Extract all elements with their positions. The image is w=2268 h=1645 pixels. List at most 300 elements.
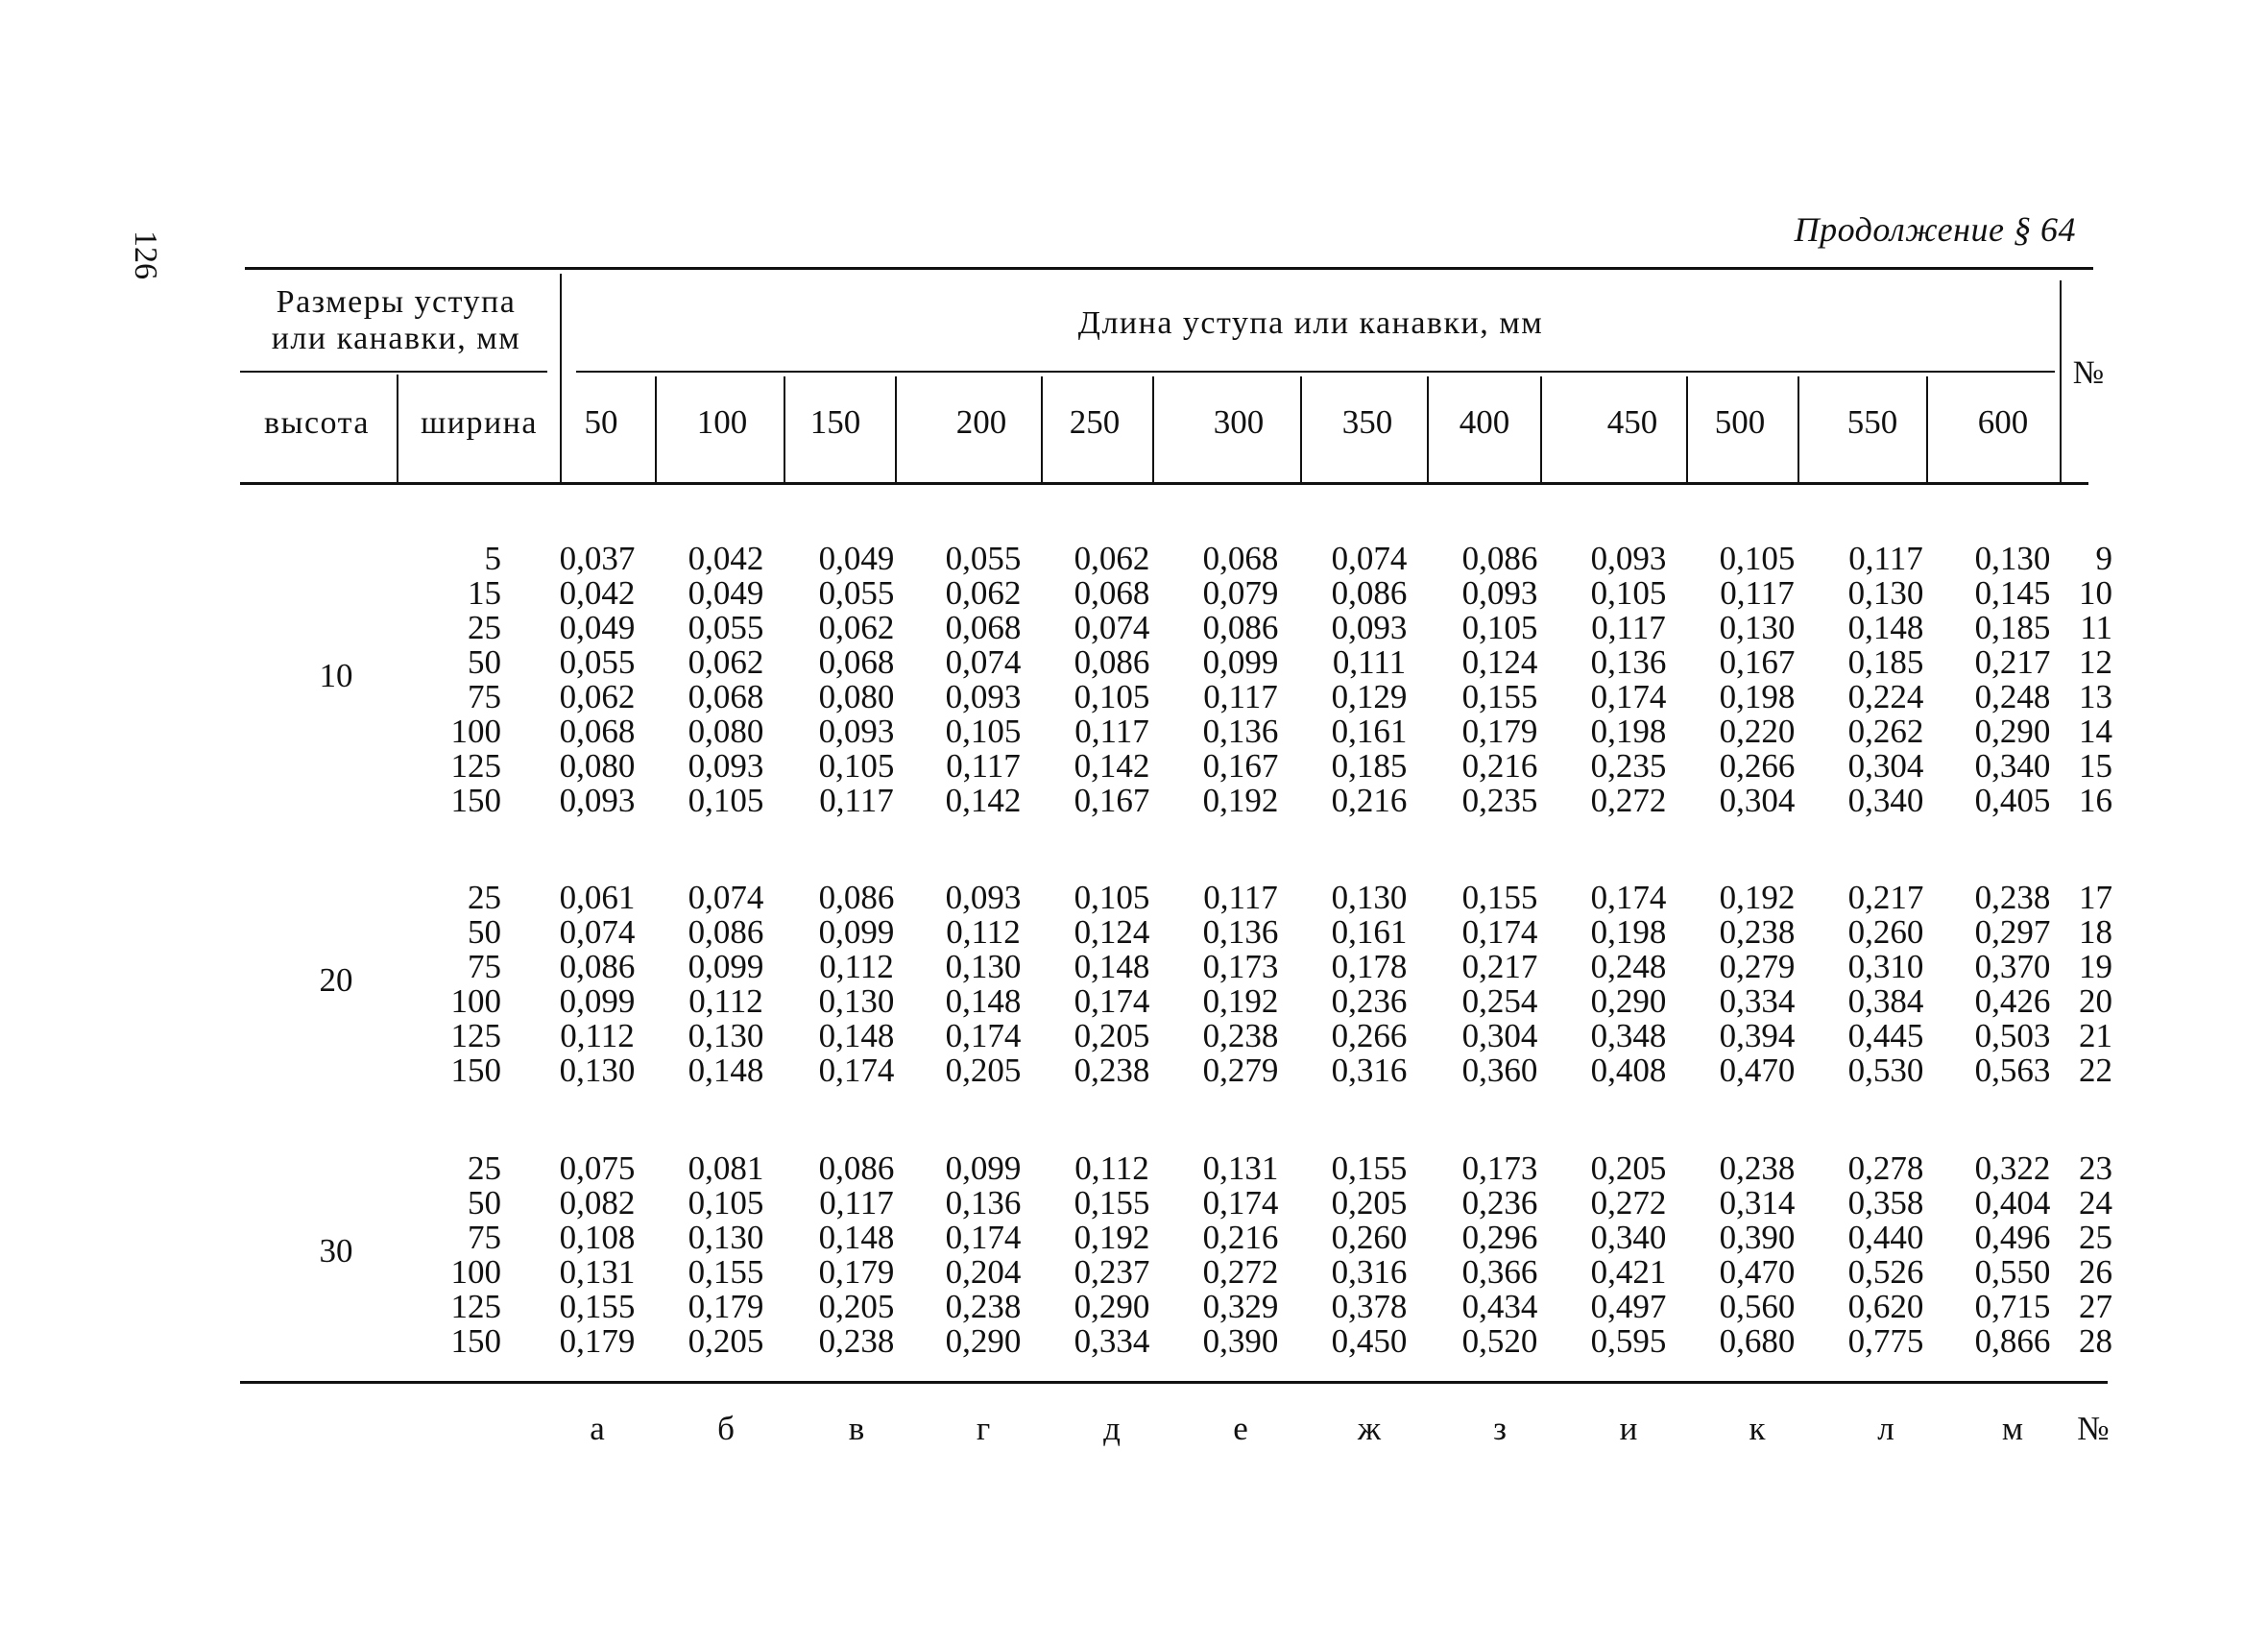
table-cell: 0,390: [1202, 1322, 1279, 1360]
table-cell: 0,236: [1461, 1184, 1538, 1222]
continuation-caption: Продолжение § 64: [1794, 210, 2076, 249]
length-column-header: 350: [1341, 403, 1393, 441]
table-cell: 0,161: [1331, 913, 1408, 951]
table-cell: 0,290: [1074, 1288, 1150, 1325]
table-cell: 0,378: [1331, 1288, 1408, 1325]
width-value: 150: [450, 1052, 501, 1089]
table-cell: 0,238: [1202, 1017, 1279, 1054]
row-number: 25: [2079, 1219, 2112, 1256]
table-cell: 0,217: [1847, 879, 1924, 916]
table-cell: 0,129: [1331, 678, 1408, 715]
table-cell: 0,235: [1590, 747, 1667, 785]
length-column-header: 550: [1846, 403, 1898, 441]
table-cell: 0,304: [1847, 747, 1924, 785]
length-column-header: 200: [955, 403, 1007, 441]
table-cell: 0,131: [1202, 1149, 1279, 1187]
table-cell: 0,563: [1974, 1052, 2051, 1089]
table-cell: 0,117: [1848, 540, 1923, 577]
table-cell: 0,093: [1590, 540, 1667, 577]
table-cell: 0,450: [1331, 1322, 1408, 1360]
table-cell: 0,248: [1590, 948, 1667, 985]
table-cell: 0,185: [1847, 643, 1924, 681]
footer-column-letter: л: [1877, 1410, 1894, 1447]
table-cell: 0,062: [945, 574, 1022, 612]
width-column-header: ширина: [421, 405, 538, 441]
table-cell: 0,238: [1974, 879, 2051, 916]
table-cell: 0,136: [1202, 913, 1279, 951]
table-cell: 0,680: [1719, 1322, 1796, 1360]
table-cell: 0,224: [1847, 678, 1924, 715]
length-header-title: Длина уступа или канавки, мм: [1077, 305, 1544, 341]
table-cell: 0,174: [1461, 913, 1538, 951]
table-cell: 0,334: [1719, 982, 1796, 1020]
footer-column-letter: к: [1749, 1410, 1766, 1447]
table-cell: 0,440: [1847, 1219, 1924, 1256]
footer-column-letter: з: [1493, 1410, 1507, 1447]
table-cell: 0,105: [688, 782, 764, 819]
table-cell: 0,173: [1461, 1149, 1538, 1187]
table-cell: 0,093: [945, 879, 1022, 916]
table-cell: 0,074: [1331, 540, 1408, 577]
table-cell: 0,055: [818, 574, 895, 612]
row-number: 14: [2079, 713, 2112, 750]
table-cell: 0,370: [1974, 948, 2051, 985]
table-cell: 0,179: [688, 1288, 764, 1325]
table-cell: 0,099: [1202, 643, 1279, 681]
table-cell: 0,136: [945, 1184, 1022, 1222]
table-cell: 0,086: [1331, 574, 1408, 612]
table-cell: 0,216: [1331, 782, 1408, 819]
table-cell: 0,426: [1974, 982, 2051, 1020]
table-cell: 0,099: [559, 982, 636, 1020]
table-cell: 0,290: [1590, 982, 1667, 1020]
table-cell: 0,316: [1331, 1052, 1408, 1089]
dims-header-line1: Размеры уступа: [276, 284, 517, 320]
table-cell: 0,715: [1974, 1288, 2051, 1325]
table-cell: 0,272: [1590, 782, 1667, 819]
table-cell: 0,384: [1847, 982, 1924, 1020]
table-cell: 0,290: [1974, 713, 2051, 750]
table-cell: 0,117: [1591, 609, 1666, 646]
table-cell: 0,470: [1719, 1253, 1796, 1291]
row-number: 11: [2080, 609, 2112, 646]
table-cell: 0,130: [559, 1052, 636, 1089]
table-cell: 0,086: [818, 879, 895, 916]
table-cell: 0,192: [1074, 1219, 1150, 1256]
table-cell: 0,055: [688, 609, 764, 646]
width-value: 150: [450, 782, 501, 819]
table-cell: 0,148: [1847, 609, 1924, 646]
dims-header-line2: или канавки, мм: [271, 321, 521, 356]
table-cell: 0,205: [945, 1052, 1022, 1089]
table-cell: 0,340: [1590, 1219, 1667, 1256]
length-column-header: 100: [696, 403, 748, 441]
table-cell: 0,262: [1847, 713, 1924, 750]
table-cell: 0,167: [1202, 747, 1279, 785]
table-cell: 0,155: [1074, 1184, 1150, 1222]
table-cell: 0,117: [1203, 678, 1278, 715]
table-cell: 0,142: [945, 782, 1022, 819]
footer-column-letter: а: [590, 1410, 605, 1447]
width-value: 50: [468, 643, 501, 681]
table-cell: 0,042: [559, 574, 636, 612]
table-cell: 0,136: [1590, 643, 1667, 681]
width-value: 125: [450, 747, 501, 785]
table-cell: 0,266: [1331, 1017, 1408, 1054]
table-cell: 0,080: [818, 678, 895, 715]
table-cell: 0,068: [1202, 540, 1279, 577]
height-column-header: высота: [264, 405, 370, 441]
table-cell: 0,093: [1461, 574, 1538, 612]
length-column-header: 250: [1069, 403, 1121, 441]
width-value: 25: [468, 1149, 501, 1187]
table-cell: 0,130: [1719, 609, 1796, 646]
table-cell: 0,062: [1074, 540, 1150, 577]
table-cell: 0,099: [688, 948, 764, 985]
number-column-header: №: [2072, 355, 2105, 391]
table-cell: 0,105: [945, 713, 1022, 750]
table-cell: 0,236: [1331, 982, 1408, 1020]
table-cell: 0,112: [560, 1017, 635, 1054]
table-cell: 0,185: [1331, 747, 1408, 785]
width-value: 15: [468, 574, 501, 612]
table-cell: 0,340: [1974, 747, 2051, 785]
row-number: 28: [2079, 1322, 2112, 1360]
length-column-header: 400: [1459, 403, 1510, 441]
table-cell: 0,117: [819, 782, 894, 819]
table-cell: 0,068: [688, 678, 764, 715]
table-cell: 0,220: [1719, 713, 1796, 750]
table-cell: 0,080: [688, 713, 764, 750]
table-cell: 0,055: [559, 643, 636, 681]
table-cell: 0,117: [819, 1184, 894, 1222]
table-cell: 0,130: [688, 1219, 764, 1256]
footer-column-letter: б: [717, 1410, 735, 1447]
table-cell: 0,174: [945, 1219, 1022, 1256]
table-cell: 0,434: [1461, 1288, 1538, 1325]
table-cell: 0,155: [1461, 678, 1538, 715]
width-value: 125: [450, 1288, 501, 1325]
table-cell: 0,279: [1719, 948, 1796, 985]
header-divider-length: [1798, 376, 1799, 482]
table-cell: 0,238: [818, 1322, 895, 1360]
table-cell: 0,086: [1461, 540, 1538, 577]
table-cell: 0,366: [1461, 1253, 1538, 1291]
table-cell: 0,174: [1590, 678, 1667, 715]
table-cell: 0,049: [818, 540, 895, 577]
header-dims-rule: [240, 371, 547, 373]
table-cell: 0,526: [1847, 1253, 1924, 1291]
length-column-header: 300: [1213, 403, 1265, 441]
table-cell: 0,204: [945, 1253, 1022, 1291]
row-number: 19: [2079, 948, 2112, 985]
width-value: 5: [484, 540, 501, 577]
table-cell: 0,179: [818, 1253, 895, 1291]
table-cell: 0,117: [1203, 879, 1278, 916]
row-number: 13: [2079, 678, 2112, 715]
header-divider-no: [2060, 280, 2062, 482]
row-number: 20: [2079, 982, 2112, 1020]
table-cell: 0,192: [1202, 782, 1279, 819]
table-cell: 0,093: [559, 782, 636, 819]
table-cell: 0,316: [1331, 1253, 1408, 1291]
table-cell: 0,260: [1847, 913, 1924, 951]
row-number: 23: [2079, 1149, 2112, 1187]
table-cell: 0,099: [945, 1149, 1022, 1187]
table-cell: 0,099: [818, 913, 895, 951]
width-value: 100: [450, 982, 501, 1020]
table-cell: 0,074: [1074, 609, 1150, 646]
table-cell: 0,068: [945, 609, 1022, 646]
table-cell: 0,394: [1719, 1017, 1796, 1054]
table-cell: 0,550: [1974, 1253, 2051, 1291]
table-cell: 0,105: [1719, 540, 1796, 577]
table-cell: 0,297: [1974, 913, 2051, 951]
table-cell: 0,167: [1074, 782, 1150, 819]
table-cell: 0,290: [945, 1322, 1022, 1360]
table-cell: 0,198: [1590, 713, 1667, 750]
table-cell: 0,217: [1461, 948, 1538, 985]
table-cell: 0,421: [1590, 1253, 1667, 1291]
table-cell: 0,042: [688, 540, 764, 577]
table-cell: 0,238: [1719, 913, 1796, 951]
table-cell: 0,062: [818, 609, 895, 646]
table-cell: 0,205: [1590, 1149, 1667, 1187]
table-cell: 0,105: [1074, 678, 1150, 715]
row-number: 21: [2079, 1017, 2112, 1054]
table-cell: 0,086: [1202, 609, 1279, 646]
header-divider-length: [1300, 376, 1302, 482]
table-cell: 0,124: [1074, 913, 1150, 951]
table-cell: 0,131: [559, 1253, 636, 1291]
height-value: 10: [319, 657, 353, 694]
table-cell: 0,062: [688, 643, 764, 681]
table-cell: 0,254: [1461, 982, 1538, 1020]
width-value: 75: [468, 948, 501, 985]
table-cell: 0,055: [945, 540, 1022, 577]
table-cell: 0,130: [1847, 574, 1924, 612]
table-cell: 0,205: [1074, 1017, 1150, 1054]
table-cell: 0,155: [1461, 879, 1538, 916]
table-cell: 0,130: [945, 948, 1022, 985]
table-cell: 0,130: [688, 1017, 764, 1054]
table-cell: 0,296: [1461, 1219, 1538, 1256]
row-number: 12: [2079, 643, 2112, 681]
length-column-header: 50: [584, 403, 618, 441]
table-cell: 0,304: [1461, 1017, 1538, 1054]
table-cell: 0,068: [559, 713, 636, 750]
table-cell: 0,105: [1461, 609, 1538, 646]
table-cell: 0,093: [688, 747, 764, 785]
row-number: 10: [2079, 574, 2112, 612]
header-divider-length: [1152, 376, 1154, 482]
table-cell: 0,062: [559, 678, 636, 715]
table-cell: 0,358: [1847, 1184, 1924, 1222]
header-bottom-rule: [240, 482, 2088, 485]
table-cell: 0,238: [1074, 1052, 1150, 1089]
table-cell: 0,496: [1974, 1219, 2051, 1256]
table-cell: 0,049: [559, 609, 636, 646]
table-cell: 0,086: [818, 1149, 895, 1187]
table-cell: 0,185: [1974, 609, 2051, 646]
table-cell: 0,086: [1074, 643, 1150, 681]
table-cell: 0,272: [1590, 1184, 1667, 1222]
row-number: 9: [2095, 540, 2112, 577]
header-divider-length: [895, 376, 897, 482]
table-cell: 0,866: [1974, 1322, 2051, 1360]
table-cell: 0,117: [946, 747, 1021, 785]
footer-column-letter: г: [976, 1410, 991, 1447]
width-value: 125: [450, 1017, 501, 1054]
height-value: 20: [319, 961, 353, 999]
table-cell: 0,520: [1461, 1322, 1538, 1360]
table-cell: 0,205: [818, 1288, 895, 1325]
table-cell: 0,112: [688, 982, 763, 1020]
table-cell: 0,216: [1461, 747, 1538, 785]
table-cell: 0,093: [945, 678, 1022, 715]
table-cell: 0,530: [1847, 1052, 1924, 1089]
table-cell: 0,112: [1074, 1149, 1149, 1187]
table-cell: 0,192: [1202, 982, 1279, 1020]
table-cell: 0,405: [1974, 782, 2051, 819]
table-cell: 0,130: [818, 982, 895, 1020]
table-cell: 0,148: [945, 982, 1022, 1020]
table-cell: 0,148: [1074, 948, 1150, 985]
table-cell: 0,136: [1202, 713, 1279, 750]
table-cell: 0,167: [1719, 643, 1796, 681]
table-cell: 0,216: [1202, 1219, 1279, 1256]
table-cell: 0,081: [688, 1149, 764, 1187]
table-cell: 0,620: [1847, 1288, 1924, 1325]
table-cell: 0,279: [1202, 1052, 1279, 1089]
table-cell: 0,266: [1719, 747, 1796, 785]
height-value: 30: [319, 1232, 353, 1270]
width-value: 75: [468, 678, 501, 715]
table-cell: 0,179: [1461, 713, 1538, 750]
table-cell: 0,314: [1719, 1184, 1796, 1222]
width-value: 150: [450, 1322, 501, 1360]
table-cell: 0,390: [1719, 1219, 1796, 1256]
table-cell: 0,248: [1974, 678, 2051, 715]
table-cell: 0,198: [1590, 913, 1667, 951]
table-cell: 0,037: [559, 540, 636, 577]
table-cell: 0,237: [1074, 1253, 1150, 1291]
footer-column-letter: м: [2001, 1410, 2024, 1447]
table-cell: 0,075: [559, 1149, 636, 1187]
row-number: 27: [2079, 1288, 2112, 1325]
table-cell: 0,174: [1074, 982, 1150, 1020]
table-cell: 0,174: [818, 1052, 895, 1089]
table-cell: 0,145: [1974, 574, 2051, 612]
table-cell: 0,068: [1074, 574, 1150, 612]
table-cell: 0,179: [559, 1322, 636, 1360]
table-cell: 0,079: [1202, 574, 1279, 612]
header-lengths-rule: [576, 371, 2055, 373]
table-cell: 0,304: [1719, 782, 1796, 819]
table-bottom-rule: [240, 1381, 2108, 1384]
table-cell: 0,130: [1331, 879, 1408, 916]
table-cell: 0,124: [1461, 643, 1538, 681]
table-cell: 0,497: [1590, 1288, 1667, 1325]
table-cell: 0,112: [946, 913, 1021, 951]
table-cell: 0,061: [559, 879, 636, 916]
table-cell: 0,238: [945, 1288, 1022, 1325]
length-column-header: 450: [1606, 403, 1658, 441]
table-cell: 0,348: [1590, 1017, 1667, 1054]
table-cell: 0,086: [688, 913, 764, 951]
table-cell: 0,161: [1331, 713, 1408, 750]
table-cell: 0,049: [688, 574, 764, 612]
table-cell: 0,068: [818, 643, 895, 681]
row-number: 17: [2079, 879, 2112, 916]
width-value: 25: [468, 879, 501, 916]
table-cell: 0,155: [1331, 1149, 1408, 1187]
table-cell: 0,192: [1719, 879, 1796, 916]
table-cell: 0,148: [818, 1017, 895, 1054]
table-cell: 0,105: [688, 1184, 764, 1222]
table-cell: 0,205: [688, 1322, 764, 1360]
table-cell: 0,148: [688, 1052, 764, 1089]
table-cell: 0,174: [945, 1017, 1022, 1054]
table-cell: 0,272: [1202, 1253, 1279, 1291]
table-cell: 0,173: [1202, 948, 1279, 985]
table-cell: 0,560: [1719, 1288, 1796, 1325]
table-cell: 0,093: [1331, 609, 1408, 646]
table-cell: 0,404: [1974, 1184, 2051, 1222]
row-number: 15: [2079, 747, 2112, 785]
length-column-header: 150: [809, 403, 861, 441]
table-cell: 0,086: [559, 948, 636, 985]
page-number: 126: [128, 230, 163, 279]
width-value: 100: [450, 1253, 501, 1291]
table-cell: 0,775: [1847, 1322, 1924, 1360]
width-value: 50: [468, 913, 501, 951]
table-cell: 0,334: [1074, 1322, 1150, 1360]
table-cell: 0,322: [1974, 1149, 2051, 1187]
width-value: 100: [450, 713, 501, 750]
table-cell: 0,360: [1461, 1052, 1538, 1089]
footer-column-letter: в: [848, 1410, 865, 1447]
table-cell: 0,408: [1590, 1052, 1667, 1089]
table-cell: 0,108: [559, 1219, 636, 1256]
table-cell: 0,329: [1202, 1288, 1279, 1325]
table-cell: 0,074: [945, 643, 1022, 681]
width-value: 50: [468, 1184, 501, 1222]
row-number: 22: [2079, 1052, 2112, 1089]
table-cell: 0,148: [818, 1219, 895, 1256]
table-cell: 0,117: [1074, 713, 1149, 750]
table-cell: 0,198: [1719, 678, 1796, 715]
table-cell: 0,260: [1331, 1219, 1408, 1256]
table-cell: 0,310: [1847, 948, 1924, 985]
table-cell: 0,105: [1590, 574, 1667, 612]
table-cell: 0,105: [1074, 879, 1150, 916]
row-number: 16: [2079, 782, 2112, 819]
width-value: 25: [468, 609, 501, 646]
table-cell: 0,178: [1331, 948, 1408, 985]
table-cell: 0,340: [1847, 782, 1924, 819]
table-top-rule: [245, 267, 2093, 270]
table-cell: 0,082: [559, 1184, 636, 1222]
table-cell: 0,595: [1590, 1322, 1667, 1360]
length-column-header: 500: [1714, 403, 1766, 441]
header-divider-height-width: [397, 375, 398, 482]
table-cell: 0,278: [1847, 1149, 1924, 1187]
table-cell: 0,235: [1461, 782, 1538, 819]
table-cell: 0,074: [688, 879, 764, 916]
table-cell: 0,470: [1719, 1052, 1796, 1089]
length-column-header: 600: [1977, 403, 2029, 441]
